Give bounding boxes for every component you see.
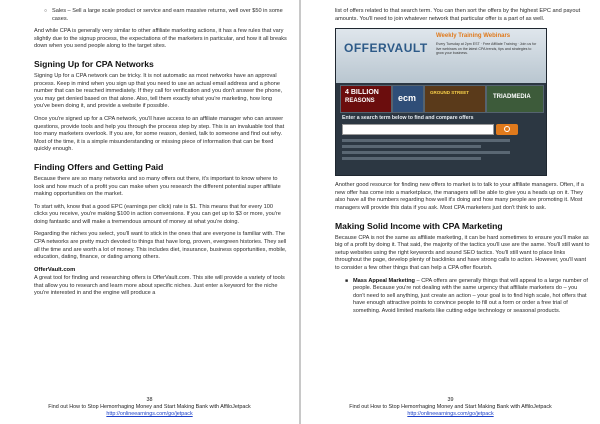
search-icon	[496, 124, 518, 135]
ad-tile	[392, 85, 424, 113]
list-item-text: – CPA offers are generally things that will appeal to a large number of people. Because you're not dealing with the same urgency that affiliate marketers do – you don't need to sell anything, just create an action – your goal is to find high scale, hot offers that have enough attractive points to convince people to fill out a form or order a free trial of something. Avoid limited markets like cutting edge technology or seasonal products.	[353, 277, 588, 314]
offervault-screenshot	[335, 28, 547, 176]
page-right	[301, 0, 600, 424]
section-heading: Signing Up for CPA Networks	[34, 58, 154, 69]
page-right-content	[335, 8, 590, 321]
footer-link[interactable]: http://onlineearnings.com/go/jetpack	[106, 411, 193, 417]
section-heading: Making Solid Income with CPA Marketing	[335, 220, 503, 231]
ad-tile-text: 4 BILLION	[345, 89, 379, 97]
ad-tile-text: ecm	[398, 93, 417, 104]
paragraph: Once you're signed up for a CPA network, you'll have access to an affiliate manager who can answer questions, provide tools and help you through the process step by step. This is an invaluable tool that too many marketers overlook. If you are, for some reason, denied, talk to someone and find out why. Most of the time, it is a simple misunderstanding or missing piece of information that can be fixed quickly enough.	[34, 115, 285, 153]
page-left-content	[34, 8, 287, 303]
result-row	[342, 157, 481, 160]
paragraph: Because CPA is not the same as affiliate marketing, it can be hard sometimes to ensure you'll make as big of a profit by doing it. That said, the majority of the tactics you'll use are the same. You'll still want to setup websites using the right keywords and sound SEO tactics. You'll still want to place links throughout the page, develop plenty of backlinks and have strong calls to action. However, you'll want to consider a few other things that can help a CPA offer flourish.	[335, 234, 590, 271]
footer-link[interactable]: http://onlineearnings.com/go/jetpack	[407, 411, 494, 417]
screenshot-search-title: Enter a search term below to find and compare offers	[342, 115, 474, 122]
screenshot-banner-title: Weekly Training Webinars	[436, 33, 511, 40]
subheading: OfferVault.com	[34, 266, 76, 273]
ad-tile-text: TRIADMEDIA	[493, 94, 531, 101]
bullet-circle-icon: ○	[44, 8, 48, 14]
ad-tile	[340, 85, 392, 113]
bullet-list	[335, 278, 590, 316]
page-footer	[301, 397, 600, 418]
list-item-label: Mass Appeal Marketing	[353, 277, 415, 284]
paragraph: Another good resource for finding new offers to market is to talk to your affiliate managers. Often, if a new offer has come into a marketplace, the managers will be able to give you a heads up on it. They also have all the numbers regarding how well it's doing and how many people are promoting it. Most managers will provide this data if you ask. Most CPA marketers just don't think to ask.	[335, 182, 584, 211]
bullet-list	[34, 8, 287, 23]
ad-tile	[486, 85, 544, 113]
screenshot-search-box	[342, 124, 494, 135]
paragraph: Because there are so many networks and so many offers out there, it's important to know where to look and how much of a profit you can make when you research the different potential super affiliate making opportunities on the market.	[34, 175, 281, 198]
result-row	[342, 139, 510, 142]
list-item	[345, 278, 590, 316]
page-left	[0, 0, 299, 424]
screenshot-ad-tiles	[340, 85, 542, 111]
list-item-text: Sales – Sell a large scale product or service and earn massive returns, well over $50 in some cases.	[52, 8, 283, 22]
bullet-square-icon: ■	[345, 277, 349, 284]
footer-text: Find out How to Stop Hemorrhaging Money and Start Making Bank with AffiloJetpack	[48, 404, 251, 410]
paragraph: Regarding the niches you select, you'll want to stick in the ones that are everyone is familiar with. The CPA networks are pretty much devoted to things that have long, proven, evergreen histories. They sell all the time and are worth a lot of money. This includes diet, insurance, business opportunities, mobile, education, dating, finance, or dating among others.	[34, 231, 287, 261]
page-number: 39	[447, 397, 454, 403]
ad-tile-text: GROUND STREET	[430, 90, 470, 96]
footer-text: Find out How to Stop Hemorrhaging Money and Start Making Bank with AffiloJetpack	[349, 404, 552, 410]
screenshot-banner-text: Every Tuesday at 2pm EST · Free Affiliate Training · Join us for live webinars on the latest CPA trends, tips and strategies to grow your business.	[436, 42, 537, 55]
paragraph: And while CPA is generally very similar to other affiliate marketing actions, it has a few rules that vary slightly due to the signup process, the expectations of the marketers in particular, and how it all breaks down when you send people along to the target sites.	[34, 28, 287, 50]
paragraph: A great tool for finding and researching offers is OfferVault.com. This site will provide a variety of tools that allow you to research and learn more about specific niches. Just enter a keyword for the niche you're interested in and the engine will produce a	[34, 275, 285, 297]
ad-tile-text: REASONS	[345, 98, 375, 105]
section-heading: Finding Offers and Getting Paid	[34, 161, 164, 172]
paragraph: list of offers related to that search term. You can then sort the offers by the highest EPC and payout amounts. You'll need to join whatever network that particular offer is a part of as well.	[335, 8, 581, 22]
page-footer	[0, 397, 299, 418]
ad-tile	[424, 85, 486, 113]
paragraph: Signing Up for a CPA network can be tricky. It is not automatic as most networks have an approval process. Keep in mind when you sign up that you need to use an actual email address and a phone number that can be reached immediately. If they call for verification and you don't answer the phone, you may get denied based on that alone. Also, tell them exactly what you're marketing, how long you've been doing it, and provide a website if possible.	[34, 72, 283, 110]
result-row	[342, 145, 481, 148]
list-item	[44, 8, 287, 23]
result-row	[342, 151, 510, 154]
page-number: 38	[146, 397, 153, 403]
offervault-logo: OFFERVAULT	[344, 41, 428, 56]
screenshot-results	[342, 139, 540, 163]
paragraph: To start with, know that a good EPC (earnings per click) rate is $1. This means that for every 100 clicks you receive, you're making $100 in action conversions. If you can get up to $3 or more, you're doing fantastic and will make a tremendous amount of money at what you're doing.	[34, 203, 281, 225]
